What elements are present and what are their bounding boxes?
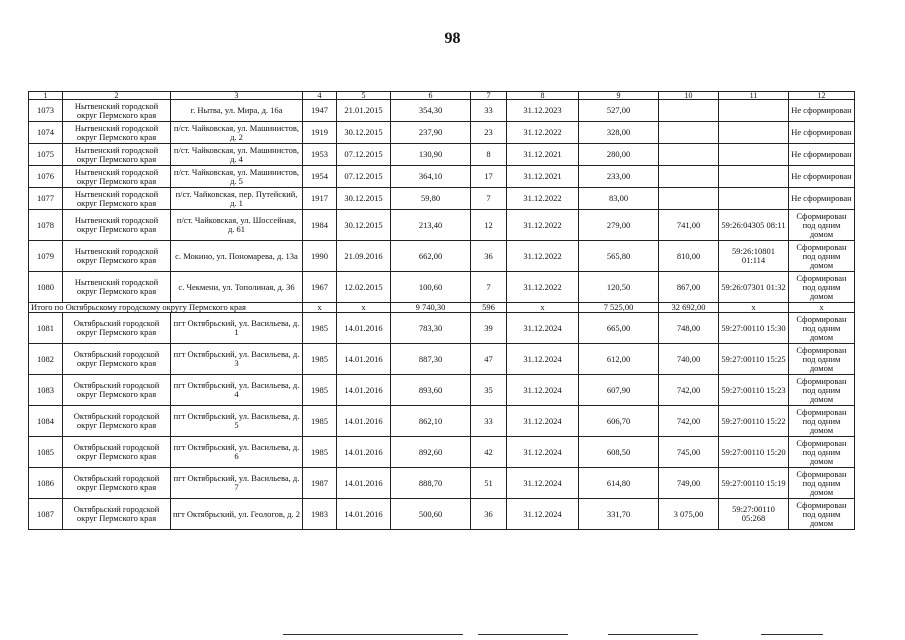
table-cell: 07.12.2015 <box>337 166 391 188</box>
table-cell: 21.01.2015 <box>337 100 391 122</box>
column-number: 4 <box>303 92 337 100</box>
table-cell: 280,00 <box>579 144 659 166</box>
column-number: 1 <box>29 92 63 100</box>
table-cell: 1073 <box>29 100 63 122</box>
table-cell: 742,00 <box>659 375 719 406</box>
footer-rule <box>608 634 698 635</box>
data-table <box>28 91 855 530</box>
table-cell: 614,80 <box>579 468 659 499</box>
table-cell: пгт Октябрьский, ул. Васильева, д. 4 <box>171 375 303 406</box>
table-cell: Нытвенский городской округ Пермского края <box>63 100 171 122</box>
table-cell: 31.12.2024 <box>507 313 579 344</box>
table-cell: 1077 <box>29 188 63 210</box>
total-cell: x <box>719 303 789 313</box>
table-cell <box>659 122 719 144</box>
table-cell: 608,50 <box>579 437 659 468</box>
table-cell: 31.12.2024 <box>507 406 579 437</box>
table-cell: Октябрьский городской округ Пермского края <box>63 499 171 530</box>
table-cell: Сформирован под одним домом <box>789 210 855 241</box>
column-number: 5 <box>337 92 391 100</box>
total-row <box>29 303 855 313</box>
footer-rule <box>761 634 823 635</box>
table-cell: пгт Октябрьский, ул. Васильева, д. 3 <box>171 344 303 375</box>
table-cell: 1086 <box>29 468 63 499</box>
table-cell: 59:27:00110 15:20 <box>719 437 789 468</box>
table-cell: 1953 <box>303 144 337 166</box>
table-cell: 7 <box>471 272 507 303</box>
table-cell: 607,90 <box>579 375 659 406</box>
table-cell: 31.12.2022 <box>507 210 579 241</box>
table-cell: 1080 <box>29 272 63 303</box>
table-row <box>29 437 855 468</box>
table-cell: Сформирован под одним домом <box>789 499 855 530</box>
table-cell: 31.12.2022 <box>507 272 579 303</box>
table-cell: 59:26:10801 01:114 <box>719 241 789 272</box>
table-cell: 83,00 <box>579 188 659 210</box>
table-cell: 328,00 <box>579 122 659 144</box>
table-cell: Нытвенский городской округ Пермского края <box>63 122 171 144</box>
table-cell: 748,00 <box>659 313 719 344</box>
table-cell <box>719 188 789 210</box>
table-cell: 1985 <box>303 375 337 406</box>
column-number: 9 <box>579 92 659 100</box>
column-number: 8 <box>507 92 579 100</box>
table-cell: с. Чекмени, ул. Тополиная, д. 36 <box>171 272 303 303</box>
table-cell: 745,00 <box>659 437 719 468</box>
table-cell: 1087 <box>29 499 63 530</box>
total-label: Итого по Октябрьскому городскому округу Пермского края <box>29 303 303 313</box>
table-cell: 741,00 <box>659 210 719 241</box>
table-cell: 30.12.2015 <box>337 122 391 144</box>
table-cell: 7 <box>471 188 507 210</box>
table-cell: 31.12.2021 <box>507 144 579 166</box>
table-cell: пгт Октябрьский, ул. Геологов, д. 2 <box>171 499 303 530</box>
table-cell: 31.12.2022 <box>507 241 579 272</box>
column-number: 11 <box>719 92 789 100</box>
total-cell: x <box>303 303 337 313</box>
table-cell: 31.12.2022 <box>507 188 579 210</box>
table-cell: 740,00 <box>659 344 719 375</box>
table-cell: 30.12.2015 <box>337 188 391 210</box>
table-cell: пгт Октябрьский, ул. Васильева, д. 5 <box>171 406 303 437</box>
table-cell: Нытвенский городской округ Пермского края <box>63 241 171 272</box>
total-cell: x <box>789 303 855 313</box>
table-cell: 1081 <box>29 313 63 344</box>
table-cell: 1084 <box>29 406 63 437</box>
table-cell: 213,40 <box>391 210 471 241</box>
table-cell: 887,30 <box>391 344 471 375</box>
table-cell: 1985 <box>303 344 337 375</box>
table-cell: Не сформирован <box>789 144 855 166</box>
table-cell: 1985 <box>303 406 337 437</box>
table-cell: 1967 <box>303 272 337 303</box>
column-number: 10 <box>659 92 719 100</box>
table-cell: 14.01.2016 <box>337 344 391 375</box>
table-row <box>29 210 855 241</box>
table-cell <box>719 166 789 188</box>
table-cell: 1985 <box>303 313 337 344</box>
table-cell: п/ст. Чайковская, ул. Машинистов, д. 4 <box>171 144 303 166</box>
table-cell: 354,30 <box>391 100 471 122</box>
table-cell: 31.12.2024 <box>507 437 579 468</box>
table-cell: 783,30 <box>391 313 471 344</box>
table-cell: 31.12.2023 <box>507 100 579 122</box>
column-number: 7 <box>471 92 507 100</box>
table-cell: Сформирован под одним домом <box>789 344 855 375</box>
table-cell: Не сформирован <box>789 166 855 188</box>
table-cell: Сформирован под одним домом <box>789 406 855 437</box>
total-cell: x <box>507 303 579 313</box>
table-cell: 12.02.2015 <box>337 272 391 303</box>
page-number: 98 <box>444 30 461 47</box>
table-cell: 59:27:00110 15:23 <box>719 375 789 406</box>
table-cell: Нытвенский городской округ Пермского края <box>63 210 171 241</box>
table-cell: 1919 <box>303 122 337 144</box>
table-cell: 42 <box>471 437 507 468</box>
table-row <box>29 344 855 375</box>
table-cell: 21.09.2016 <box>337 241 391 272</box>
footer-rule <box>283 634 463 635</box>
table-body <box>29 92 855 530</box>
table-cell: 888,70 <box>391 468 471 499</box>
table-cell: 14.01.2016 <box>337 499 391 530</box>
table-row <box>29 166 855 188</box>
table-cell: 130,90 <box>391 144 471 166</box>
table-cell: 30.12.2015 <box>337 210 391 241</box>
table-cell: 31.12.2021 <box>507 166 579 188</box>
table-cell: Нытвенский городской округ Пермского края <box>63 166 171 188</box>
table-cell: п/ст. Чайковская, ул. Машинистов, д. 2 <box>171 122 303 144</box>
table-cell: 33 <box>471 100 507 122</box>
table-cell: 14.01.2016 <box>337 406 391 437</box>
table-cell: 331,70 <box>579 499 659 530</box>
table-cell: Сформирован под одним домом <box>789 313 855 344</box>
table-cell: п/ст. Чайковская, ул. Машинистов, д. 5 <box>171 166 303 188</box>
column-number: 3 <box>171 92 303 100</box>
table-cell: Октябрьский городской округ Пермского края <box>63 468 171 499</box>
table-cell: Октябрьский городской округ Пермского края <box>63 375 171 406</box>
table-row <box>29 144 855 166</box>
table-cell <box>659 144 719 166</box>
table-cell: Не сформирован <box>789 122 855 144</box>
table-cell: 14.01.2016 <box>337 437 391 468</box>
table-cell: 17 <box>471 166 507 188</box>
table-row <box>29 241 855 272</box>
table-row <box>29 122 855 144</box>
table-cell: 14.01.2016 <box>337 313 391 344</box>
table-cell: 662,00 <box>391 241 471 272</box>
header-row <box>29 92 855 100</box>
table-cell: Сформирован под одним домом <box>789 437 855 468</box>
table-cell: 364,10 <box>391 166 471 188</box>
table-cell: 742,00 <box>659 406 719 437</box>
table-cell: Сформирован под одним домом <box>789 241 855 272</box>
table-cell: Октябрьский городской округ Пермского края <box>63 313 171 344</box>
table-cell: с. Мокино, ул. Пономарева, д. 13а <box>171 241 303 272</box>
table-cell: 1085 <box>29 437 63 468</box>
table-cell: 1075 <box>29 144 63 166</box>
table-cell: 1987 <box>303 468 337 499</box>
table-cell: 31.12.2022 <box>507 122 579 144</box>
table-cell: 1983 <box>303 499 337 530</box>
table-cell: 14.01.2016 <box>337 375 391 406</box>
total-cell: 7 525,00 <box>579 303 659 313</box>
table-cell: 31.12.2024 <box>507 344 579 375</box>
table-cell: 59:27:00110 15:25 <box>719 344 789 375</box>
table-cell: 31.12.2024 <box>507 499 579 530</box>
table-cell: 1984 <box>303 210 337 241</box>
table-cell <box>659 188 719 210</box>
column-number: 6 <box>391 92 471 100</box>
table-cell: 749,00 <box>659 468 719 499</box>
table-cell: пгт Октябрьский, ул. Васильева, д. 7 <box>171 468 303 499</box>
column-number: 2 <box>63 92 171 100</box>
table-cell: 893,60 <box>391 375 471 406</box>
table-cell: 867,00 <box>659 272 719 303</box>
table-cell <box>659 166 719 188</box>
table-cell: г. Нытва, ул. Мира, д. 16а <box>171 100 303 122</box>
table-cell: 606,70 <box>579 406 659 437</box>
table-row <box>29 188 855 210</box>
table-cell: 51 <box>471 468 507 499</box>
table-cell: 665,00 <box>579 313 659 344</box>
table-cell: 59:27:00110 05:268 <box>719 499 789 530</box>
table-cell: 565,80 <box>579 241 659 272</box>
table-cell: Октябрьский городской округ Пермского края <box>63 344 171 375</box>
table-cell: 59:26:04305 08:11 <box>719 210 789 241</box>
table-cell: 59,80 <box>391 188 471 210</box>
table-cell: 1076 <box>29 166 63 188</box>
table-cell: Сформирован под одним домом <box>789 272 855 303</box>
table-cell: 47 <box>471 344 507 375</box>
table-cell: 527,00 <box>579 100 659 122</box>
table-cell: 1082 <box>29 344 63 375</box>
table-cell: 23 <box>471 122 507 144</box>
table-cell: Не сформирован <box>789 188 855 210</box>
table-cell: Сформирован под одним домом <box>789 468 855 499</box>
table-cell: 59:27:00110 15:19 <box>719 468 789 499</box>
table-cell <box>719 122 789 144</box>
table-cell: 36 <box>471 499 507 530</box>
table-cell: пгт Октябрьский, ул. Васильева, д. 1 <box>171 313 303 344</box>
total-cell: 9 740,30 <box>391 303 471 313</box>
table-row <box>29 100 855 122</box>
total-cell: 596 <box>471 303 507 313</box>
table-cell: 1083 <box>29 375 63 406</box>
table-cell: 33 <box>471 406 507 437</box>
table-cell <box>719 144 789 166</box>
table-cell: 31.12.2024 <box>507 375 579 406</box>
total-cell: 32 692,00 <box>659 303 719 313</box>
table-cell: пгт Октябрьский, ул. Васильева, д. 6 <box>171 437 303 468</box>
table-cell: 12 <box>471 210 507 241</box>
table-cell: Не сформирован <box>789 100 855 122</box>
table-cell: 500,60 <box>391 499 471 530</box>
table-cell: 100,60 <box>391 272 471 303</box>
table-cell: 1917 <box>303 188 337 210</box>
table-cell: 1985 <box>303 437 337 468</box>
table-cell: 07.12.2015 <box>337 144 391 166</box>
table-cell: 612,00 <box>579 344 659 375</box>
table-cell <box>719 100 789 122</box>
table-cell: 1074 <box>29 122 63 144</box>
table-cell: 1947 <box>303 100 337 122</box>
table-cell: 39 <box>471 313 507 344</box>
table-cell: 120,50 <box>579 272 659 303</box>
total-cell: x <box>337 303 391 313</box>
table-cell: 35 <box>471 375 507 406</box>
table-cell: 810,00 <box>659 241 719 272</box>
table-cell: 237,90 <box>391 122 471 144</box>
column-number: 12 <box>789 92 855 100</box>
table-cell: п/ст. Чайковская, пер. Путейский, д. 1 <box>171 188 303 210</box>
table-cell: 59:27:00110 15:22 <box>719 406 789 437</box>
table-row <box>29 313 855 344</box>
table-cell: 59:27:00110 15:30 <box>719 313 789 344</box>
table-cell: Сформирован под одним домом <box>789 375 855 406</box>
table-cell: Нытвенский городской округ Пермского края <box>63 272 171 303</box>
table-cell: Нытвенский городской округ Пермского края <box>63 188 171 210</box>
table-cell <box>659 100 719 122</box>
table-row <box>29 499 855 530</box>
table-cell: 31.12.2024 <box>507 468 579 499</box>
table-cell: 1079 <box>29 241 63 272</box>
table-cell: 59:26:07301 01:32 <box>719 272 789 303</box>
table-cell: п/ст. Чайковская, ул. Шоссейная, д. 61 <box>171 210 303 241</box>
table-cell: 862,10 <box>391 406 471 437</box>
table-cell: Октябрьский городской округ Пермского края <box>63 406 171 437</box>
table-cell: 1990 <box>303 241 337 272</box>
table-cell: 36 <box>471 241 507 272</box>
table-row <box>29 468 855 499</box>
table-cell: 279,00 <box>579 210 659 241</box>
table-row <box>29 406 855 437</box>
table-row <box>29 375 855 406</box>
table-cell: Октябрьский городской округ Пермского края <box>63 437 171 468</box>
table-cell: 892,60 <box>391 437 471 468</box>
table-cell: Нытвенский городской округ Пермского края <box>63 144 171 166</box>
table-row <box>29 272 855 303</box>
table-cell: 14.01.2016 <box>337 468 391 499</box>
footer-rule <box>478 634 568 635</box>
table-cell: 1954 <box>303 166 337 188</box>
table-cell: 1078 <box>29 210 63 241</box>
table-cell: 233,00 <box>579 166 659 188</box>
table-cell: 8 <box>471 144 507 166</box>
table-cell: 3 075,00 <box>659 499 719 530</box>
